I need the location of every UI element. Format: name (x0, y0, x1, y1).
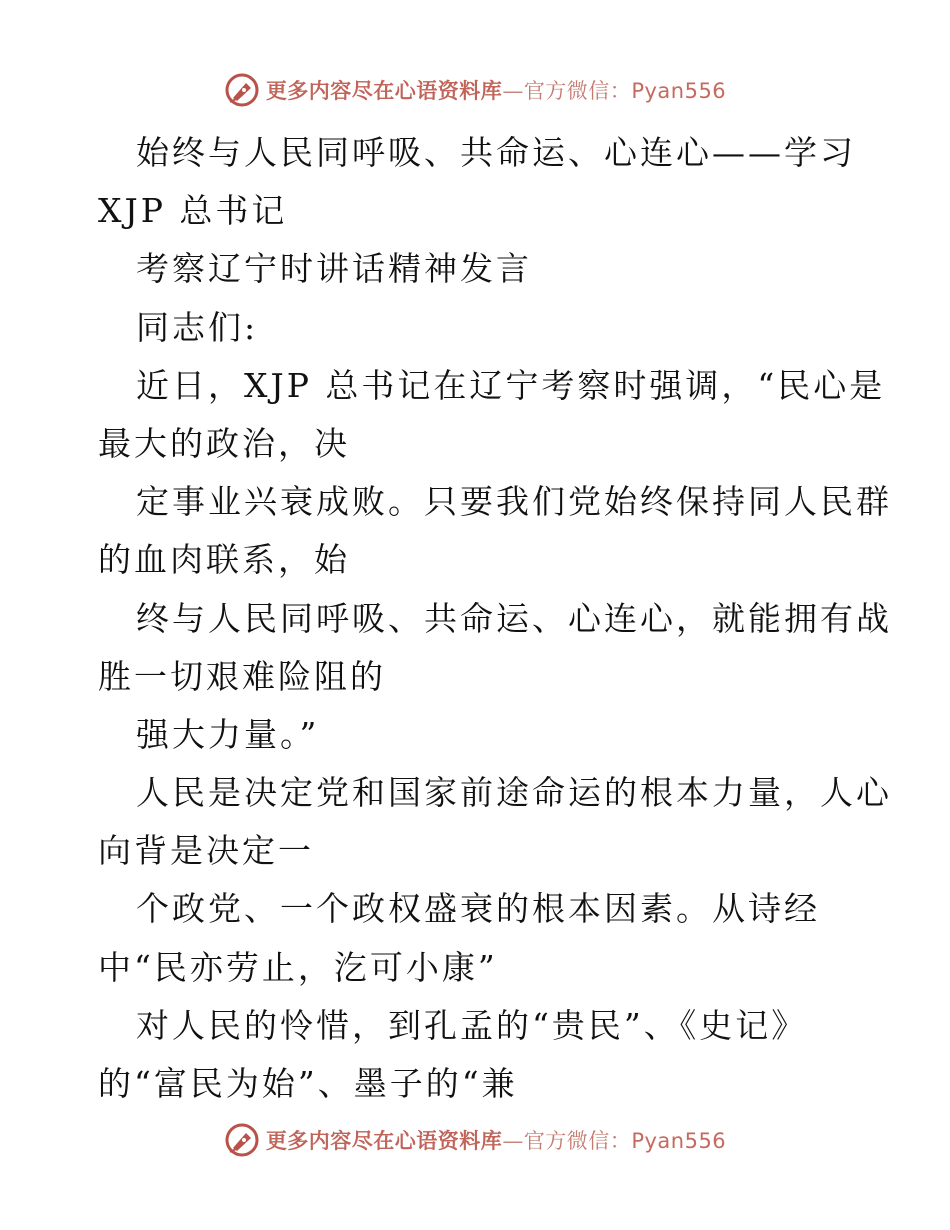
text-line: 强大力量。” (136, 714, 320, 754)
pen-nib-logo-icon (224, 72, 260, 108)
text-line: 始终与人民同呼吸、共命运、心连心——学习 (136, 133, 856, 172)
document-body (0, 124, 950, 1113)
text-line: XJP 总书记 (98, 191, 288, 231)
pen-nib-logo-icon (224, 1122, 260, 1158)
text-line: 个政党、一个政权盛衰的根本因素。从诗经 (136, 889, 820, 929)
text-line: 最大的政治，决 (98, 423, 350, 463)
header-watermark (0, 68, 950, 112)
text-line: 人民是决定党和国家前途命运的根本力量，人心 (136, 773, 892, 813)
text-line: 中“民亦劳止，汔可小康” (98, 947, 498, 987)
watermark-label: 官方微信： (523, 1129, 632, 1153)
footer-watermark (0, 1118, 950, 1162)
text-line: 对人民的怜惜，到孔孟的“贵民”、《史记》 (136, 1005, 808, 1045)
watermark-main: 更多内容尽在心语资料库 (265, 79, 503, 103)
watermark-id: Pyan556 (631, 79, 727, 103)
text-line: 同志们: (136, 307, 259, 347)
watermark-id: Pyan556 (631, 1129, 727, 1153)
text-line: 的血肉联系，始 (98, 540, 350, 580)
watermark-text (266, 1125, 726, 1155)
watermark-label: 官方微信： (523, 79, 632, 103)
text-line: 的“富民为始”、墨子的“兼 (98, 1064, 518, 1103)
watermark-text (266, 75, 726, 105)
watermark-separator: — (502, 79, 524, 103)
text-line: 向背是决定一 (98, 831, 314, 871)
watermark-separator: — (502, 1129, 524, 1153)
watermark-main: 更多内容尽在心语资料库 (265, 1129, 503, 1153)
text-line: 近日，XJP 总书记在辽宁考察时强调，“民心是 (136, 365, 886, 405)
text-line: 胜一切艰难险阻的 (98, 656, 386, 696)
text-line: 考察辽宁时讲话精神发言 (136, 249, 532, 289)
text-line: 终与人民同呼吸、共命运、心连心，就能拥有战 (136, 598, 892, 638)
text-line: 定事业兴衰成败。只要我们党始终保持同人民群 (136, 482, 892, 522)
